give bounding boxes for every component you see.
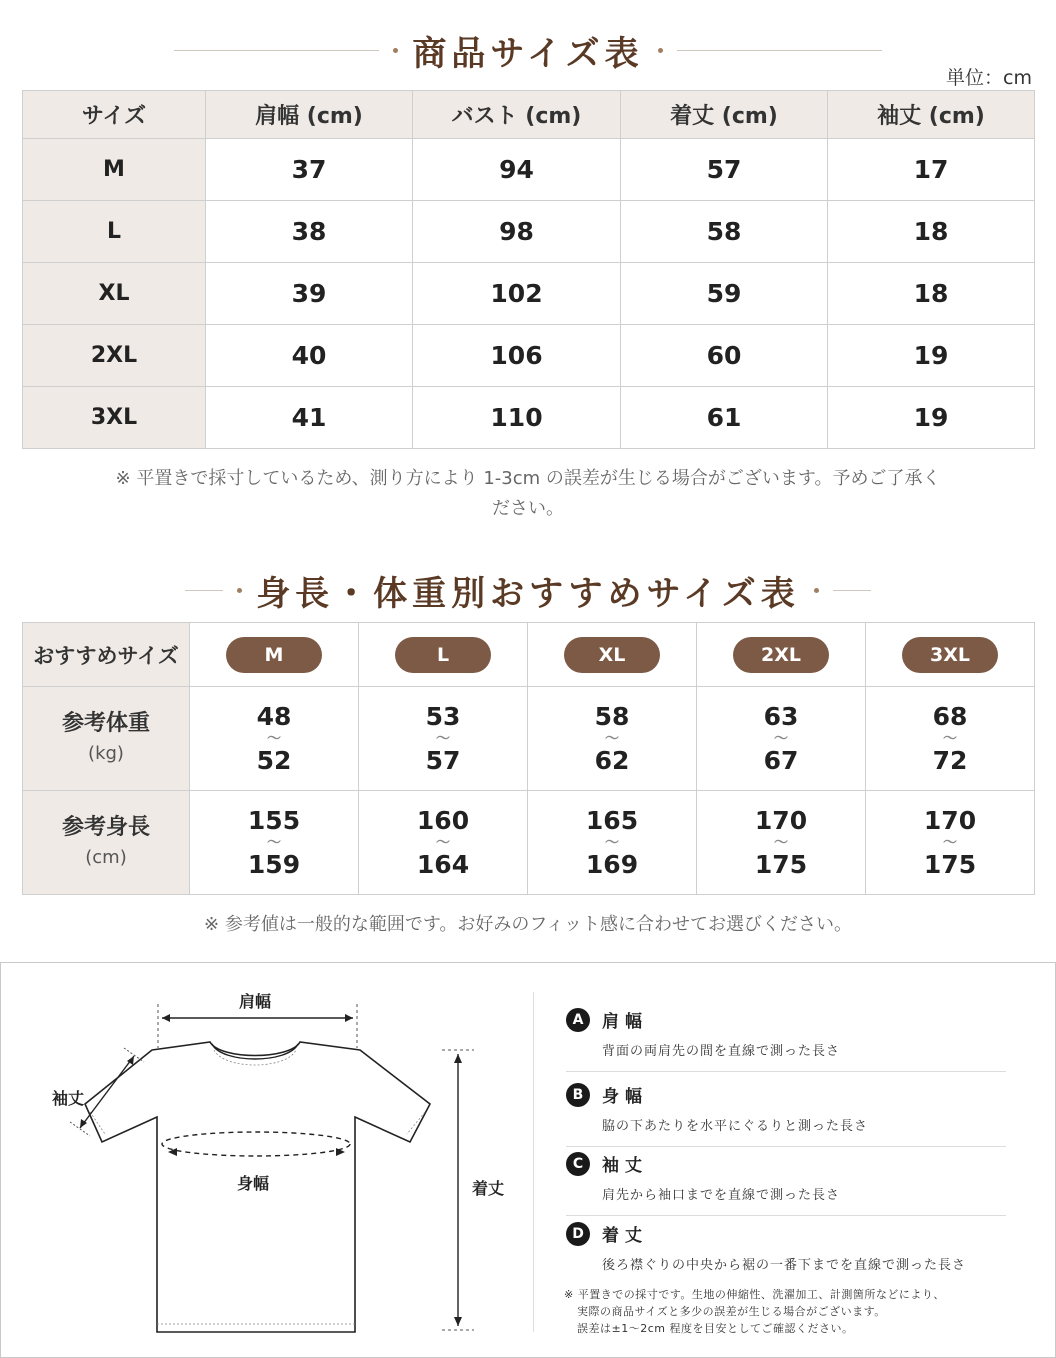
tilde: ～: [605, 730, 619, 747]
weight-range: [866, 687, 1035, 791]
panel-divider: [533, 992, 534, 1332]
weight-range: [528, 687, 697, 791]
value-cell: 18: [828, 263, 1035, 325]
legend-desc: 後ろ襟ぐりの中央から裾の一番下までを直線で測った長さ: [602, 1258, 967, 1273]
range-max: 164: [416, 849, 470, 879]
legend-name: 袖丈: [602, 1156, 648, 1176]
label-length: 着丈: [472, 1179, 505, 1198]
weight-unit: (kg): [88, 742, 124, 764]
range-min: 170: [754, 805, 808, 835]
value-cell: 39: [206, 263, 413, 325]
size-pill-xl: XL: [564, 637, 660, 673]
fine-print-line: ※ 平置きでの採寸です。生地の伸縮性、洗濯加工、計測箇所などにより、: [564, 1288, 945, 1301]
table-row: [23, 387, 1035, 449]
range-max: 72: [932, 745, 968, 775]
tilde: ～: [943, 730, 957, 747]
title-line-left: [185, 590, 223, 591]
header-length: 着丈 (cm): [621, 91, 828, 139]
size-pill-m: M: [226, 637, 322, 673]
recommend-title-row: [0, 566, 1056, 615]
height-range: [528, 791, 697, 895]
range-min: 170: [923, 805, 977, 835]
value-cell: 40: [206, 325, 413, 387]
size-cell: 2XL: [23, 325, 206, 387]
value-cell: 102: [413, 263, 621, 325]
recommend-size-table: [22, 622, 1035, 895]
value-cell: 17: [828, 139, 1035, 201]
table-row: [23, 139, 1035, 201]
value-cell: 19: [828, 387, 1035, 449]
height-row: [23, 791, 1035, 895]
length-arrow-head-bottom: [454, 1317, 462, 1326]
badge-a: A: [566, 1008, 590, 1032]
height-range: [359, 791, 528, 895]
recommend-header-label: おすすめサイズ: [23, 623, 190, 687]
table-row: [23, 325, 1035, 387]
legend-desc: 脇の下あたりを水平にぐるりと測った長さ: [602, 1119, 869, 1134]
value-cell: 37: [206, 139, 413, 201]
tilde: ～: [436, 730, 450, 747]
header-size: サイズ: [23, 91, 206, 139]
label-shoulder: 肩幅: [239, 992, 272, 1011]
height-range: [697, 791, 866, 895]
range-min: 68: [932, 701, 968, 731]
height-unit: (cm): [85, 846, 127, 868]
value-cell: 98: [413, 201, 621, 263]
product-size-table: [22, 90, 1035, 449]
size-pill-l: L: [395, 637, 491, 673]
range-min: 48: [256, 701, 292, 731]
range-min: 58: [594, 701, 630, 731]
size-pill-2xl: 2XL: [733, 637, 829, 673]
legend-name: 着丈: [602, 1226, 648, 1246]
weight-label: 参考体重: [61, 710, 150, 736]
range-max: 175: [754, 849, 808, 879]
range-min: 165: [585, 805, 639, 835]
value-cell: 106: [413, 325, 621, 387]
legend-name: 身幅: [602, 1087, 648, 1107]
legend-item-shoulder: [566, 1007, 1006, 1072]
sleeve-guide-bottom: [70, 1122, 90, 1136]
title-dot: [658, 48, 663, 53]
title-dot: [237, 588, 242, 593]
recommend-title: 身長・体重別おすすめサイズ表: [256, 574, 800, 614]
table-header-row: [23, 91, 1035, 139]
tilde: ～: [605, 834, 619, 851]
legend-item-body: [566, 1082, 1006, 1147]
tilde: ～: [943, 834, 957, 851]
legend-desc: 背面の両肩先の間を直線で測った長さ: [602, 1044, 841, 1059]
measurement-note: [40, 464, 1016, 524]
value-cell: 60: [621, 325, 828, 387]
weight-range: [359, 687, 528, 791]
header-shoulder: 肩幅 (cm): [206, 91, 413, 139]
height-range: [866, 791, 1035, 895]
value-cell: 38: [206, 201, 413, 263]
length-arrow-head-top: [454, 1054, 462, 1063]
value-cell: 61: [621, 387, 828, 449]
badge-b: B: [566, 1083, 590, 1107]
recommend-size-row: [23, 623, 1035, 687]
range-min: 63: [763, 701, 799, 731]
title-dot: [814, 588, 819, 593]
measurement-note-line2: ださい。: [492, 498, 564, 519]
range-min: 160: [416, 805, 470, 835]
range-max: 175: [923, 849, 977, 879]
size-pill-3xl: 3XL: [902, 637, 998, 673]
legend-desc: 肩先から袖口までを直線で測った長さ: [602, 1188, 841, 1203]
range-max: 159: [247, 849, 301, 879]
size-cell: L: [23, 201, 206, 263]
legend-separator: [566, 1146, 1006, 1147]
fine-print: [564, 1286, 945, 1337]
value-cell: 41: [206, 387, 413, 449]
table-row: [23, 263, 1035, 325]
title-line-right: [677, 50, 882, 51]
value-cell: 18: [828, 201, 1035, 263]
tilde: ～: [267, 834, 281, 851]
shoulder-arrow-head-left: [162, 1014, 170, 1022]
size-cell: 3XL: [23, 387, 206, 449]
unit-label: 単位：cm: [946, 67, 1032, 89]
range-min: 155: [247, 805, 301, 835]
product-size-title-row: [0, 26, 1056, 75]
legend-name: 肩幅: [602, 1012, 648, 1032]
weight-range: [697, 687, 866, 791]
label-body-width: 身幅: [237, 1174, 270, 1193]
tilde: ～: [774, 730, 788, 747]
height-range: [190, 791, 359, 895]
legend-separator: [566, 1071, 1006, 1072]
range-max: 57: [425, 745, 461, 775]
title-line-right: [833, 590, 871, 591]
header-bust: バスト (cm): [413, 91, 621, 139]
fine-print-line: 誤差は±1～2cm 程度を目安としてご確認ください。: [577, 1322, 854, 1335]
recommend-note: ※ 参考値は一般的な範囲です。お好みのフィット感に合わせてお選びください。: [204, 914, 852, 935]
header-sleeve: 袖丈 (cm): [828, 91, 1035, 139]
range-max: 67: [763, 745, 799, 775]
value-cell: 57: [621, 139, 828, 201]
badge-c: C: [566, 1152, 590, 1176]
tilde: ～: [267, 730, 281, 747]
value-cell: 110: [413, 387, 621, 449]
legend-item-length: [566, 1221, 1006, 1273]
measurement-note-line1: ※ 平置きで採寸しているため、測り方により 1-3cm の誤差が生じる場合がございます。予めご了承く: [115, 468, 941, 489]
value-cell: 59: [621, 263, 828, 325]
legend-separator: [566, 1215, 1006, 1216]
title-dot: [393, 48, 398, 53]
weight-label-cell: [23, 687, 190, 791]
shoulder-arrow-head-right: [345, 1014, 353, 1022]
weight-range: [190, 687, 359, 791]
range-max: 52: [256, 745, 292, 775]
weight-row: [23, 687, 1035, 791]
sleeve-guide-top: [124, 1048, 144, 1062]
title-line-left: [174, 50, 379, 51]
label-sleeve: 袖丈: [52, 1089, 85, 1108]
range-min: 53: [425, 701, 461, 731]
value-cell: 94: [413, 139, 621, 201]
value-cell: 19: [828, 325, 1035, 387]
fine-print-line: 実際の商品サイズと多少の誤差が生じる場合がございます。: [577, 1305, 886, 1318]
tilde: ～: [436, 834, 450, 851]
value-cell: 58: [621, 201, 828, 263]
height-label: 参考身長: [61, 814, 150, 840]
height-label-cell: [23, 791, 190, 895]
size-cell: M: [23, 139, 206, 201]
tshirt-diagram: [0, 962, 533, 1358]
range-max: 169: [585, 849, 639, 879]
tilde: ～: [774, 834, 788, 851]
badge-d: D: [566, 1222, 590, 1246]
table-row: [23, 201, 1035, 263]
size-cell: XL: [23, 263, 206, 325]
product-size-title: 商品サイズ表: [412, 34, 644, 74]
legend-item-sleeve: [566, 1151, 1006, 1216]
range-max: 62: [594, 745, 630, 775]
